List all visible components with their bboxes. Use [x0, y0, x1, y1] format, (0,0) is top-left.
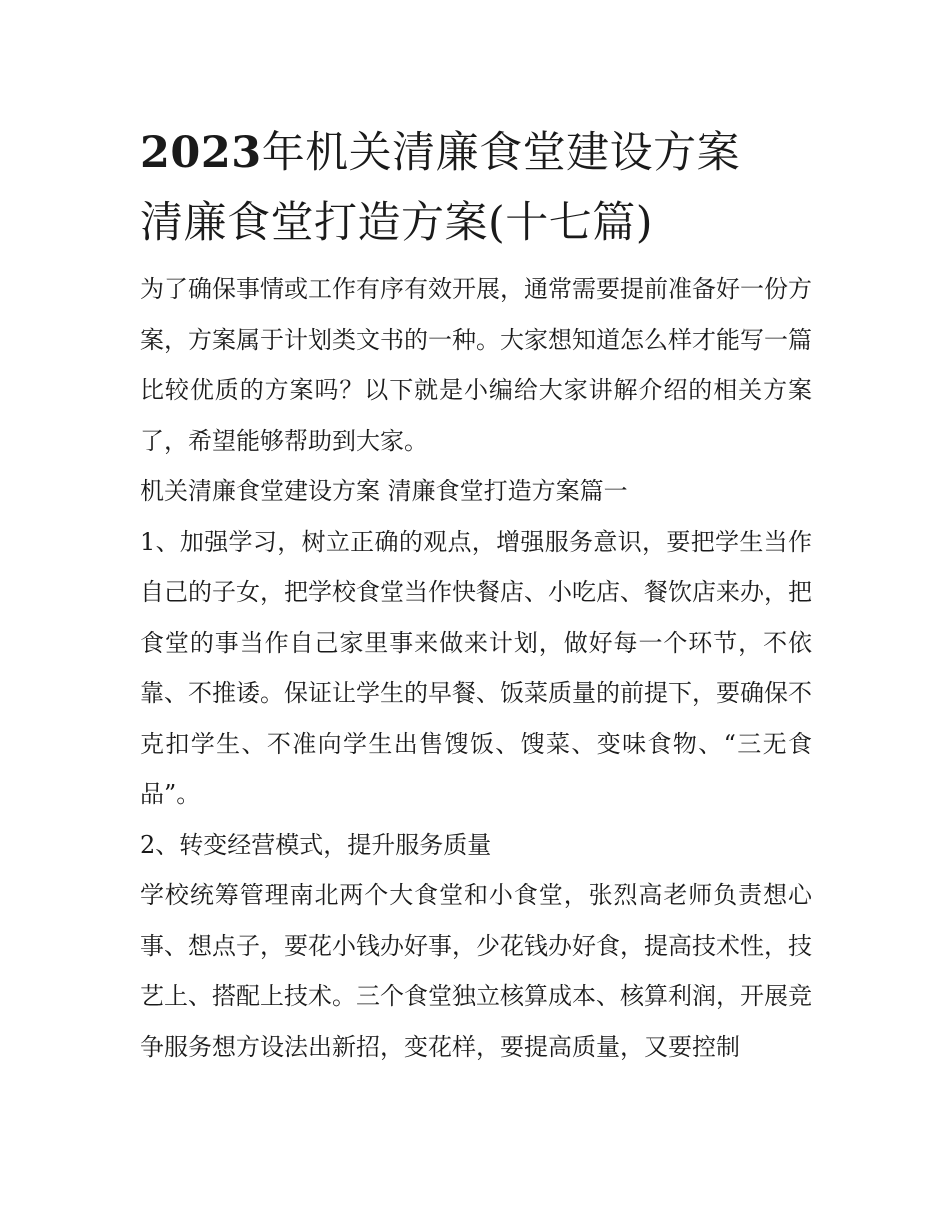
section-heading: 机关清廉食堂建设方案 清廉食堂打造方案篇一	[140, 477, 628, 505]
document-title	[140, 118, 812, 258]
title-line2-text: 清廉食堂打造方案(十七篇)	[140, 198, 654, 248]
paragraph-item-2-heading: 2、转变经营模式，提升服务质量	[140, 830, 492, 859]
document-body	[140, 264, 812, 1072]
document-content	[140, 118, 812, 1072]
paragraph-intro: 为了确保事情或工作有序有效开展，通常需要提前准备好一份方案，方案属于计划类文书的一种。大家想知道怎么样才能写一篇比较优质的方案吗？以下就是小编给大家讲解介绍的相关方案了，希望能够帮助到大家。	[140, 275, 812, 455]
title-year: 2023	[140, 128, 262, 178]
title-line1-text: 年机关清廉食堂建设方案	[261, 128, 741, 178]
paragraph-item-2-body: 学校统筹管理南北两个大食堂和小食堂，张烈高老师负责想心事、想点子，要花小钱办好事，少花钱办好食，提高技术性，技艺上、搭配上技术。三个食堂独立核算成本、核算利润，开展竞争服务想方设法出新招，变花样，要提高质量，又要控制	[140, 881, 812, 1061]
paragraph-item-1: 1、加强学习，树立正确的观点，增强服务意识，要把学生当作自己的子女，把学校食堂当作快餐店、小吃店、餐饮店来办，把食堂的事当作自己家里事来做来计划，做好每一个环节，不依靠、不推诿。保证让学生的早餐、饭菜质量的前提下，要确保不克扣学生、不准向学生出售馊饭、馊菜、变味食物、“三无食品”。	[140, 527, 812, 808]
